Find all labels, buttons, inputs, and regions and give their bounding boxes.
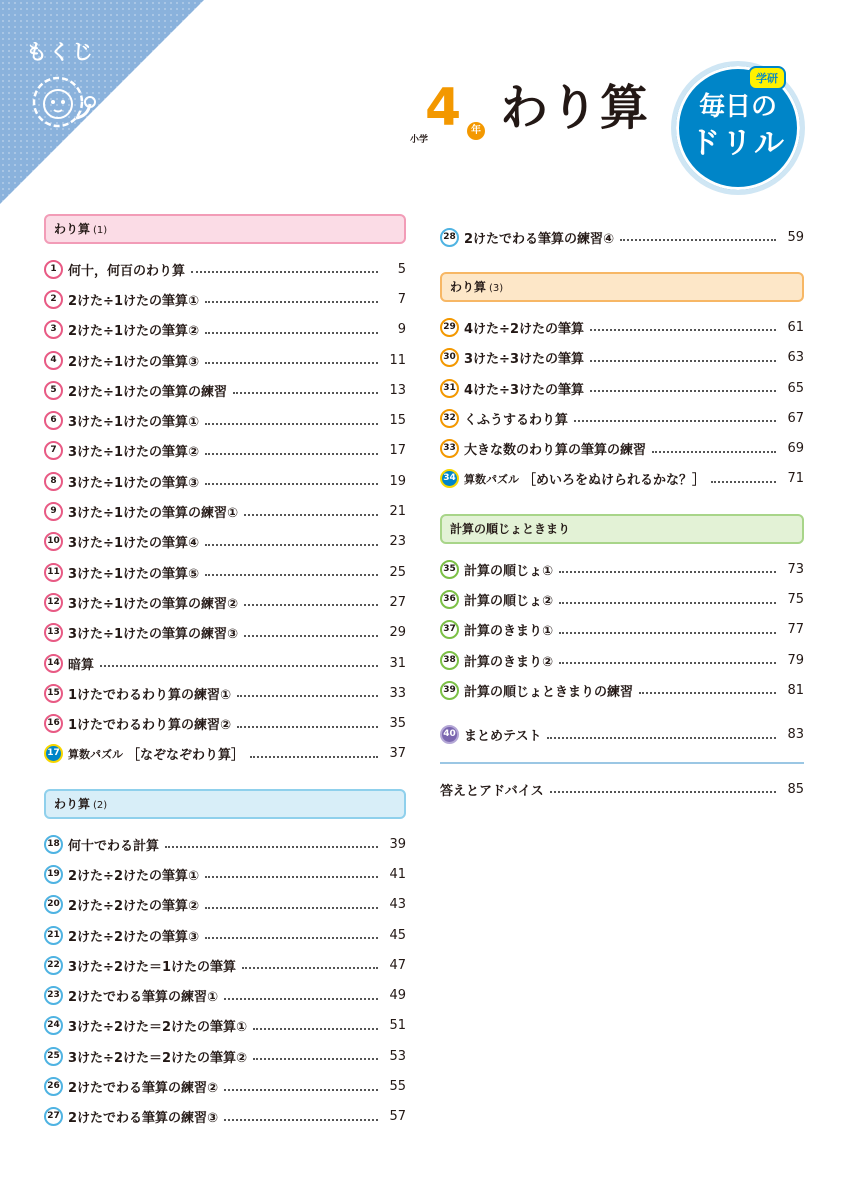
entry-label: 3けた÷1けたの筆算の練習①: [68, 506, 238, 522]
entry-number: 21: [44, 926, 63, 945]
toc-entry[interactable]: [44, 1041, 406, 1071]
entry-number: 2: [44, 290, 63, 309]
entry-label: 何十でわる計算: [68, 838, 160, 854]
entry-label: 3けた÷2けた＝2けたの筆算①: [68, 1020, 248, 1036]
grade-suffix: 年: [467, 122, 485, 140]
leader-dots: [652, 451, 776, 453]
leader-dots: [559, 632, 776, 634]
entry-page: 69: [787, 441, 804, 457]
leader-dots: [253, 1058, 378, 1060]
entry-label: 2けた÷1けたの筆算③: [68, 354, 199, 370]
entry-label: 3けた÷1けたの筆算④: [68, 536, 199, 552]
toc-entry[interactable]: [44, 375, 406, 405]
entry-label: ［なぞなぞわり算］: [127, 748, 245, 764]
entry-label: 2けたでわる筆算の練習④: [464, 231, 615, 247]
section-title: わり算: [54, 222, 91, 236]
entry-label: 3けた÷2けた＝1けたの筆算: [68, 959, 237, 975]
entry-page: 47: [389, 957, 406, 973]
toc-entry[interactable]: [44, 1011, 406, 1041]
toc-entry[interactable]: [44, 648, 406, 678]
section-sub: (3): [489, 283, 504, 295]
entry-number: 27: [44, 1107, 63, 1126]
toc-entry[interactable]: [440, 554, 804, 584]
entry-number: 28: [440, 228, 459, 247]
toc-entry[interactable]: [440, 433, 804, 463]
leader-dots: [224, 1119, 378, 1121]
entry-number: 14: [44, 654, 63, 673]
toc-entry[interactable]: [440, 584, 804, 614]
entry-label: 1けたでわるわり算の練習①: [68, 687, 232, 703]
grade-number: 4: [425, 78, 462, 138]
entry-page: 25: [389, 564, 406, 580]
entry-label: 3けた÷3けたの筆算: [464, 352, 584, 368]
leader-dots: [205, 423, 378, 425]
entry-number: 29: [440, 318, 459, 337]
toc-left-column: [44, 214, 406, 1132]
entry-label-prefix: 算数パズル: [464, 472, 519, 486]
leader-dots: [237, 695, 378, 697]
entry-page: 67: [787, 410, 804, 426]
toc-entry[interactable]: [44, 284, 406, 314]
leader-dots: [205, 544, 378, 546]
entry-page: 41: [389, 866, 406, 882]
entry-number: 15: [44, 684, 63, 703]
entry-number: 17: [44, 744, 63, 763]
divider: [440, 762, 804, 764]
entry-page: 61: [787, 319, 804, 335]
entry-page: 9: [397, 322, 406, 338]
entry-label: 答えとアドバイス: [440, 783, 544, 799]
leader-dots: [559, 662, 776, 664]
toc-entry[interactable]: [44, 436, 406, 466]
toc-entry[interactable]: [44, 618, 406, 648]
entry-number: 36: [440, 590, 459, 609]
entry-number: 30: [440, 348, 459, 367]
entry-label: 3けた÷2けた＝2けたの筆算②: [68, 1050, 248, 1066]
entry-number: 9: [44, 502, 63, 521]
toc-right-column: [440, 222, 804, 804]
entry-label: 3けた÷1けたの筆算の練習②: [68, 596, 238, 612]
entry-label: 計算の順じょ②: [464, 594, 554, 610]
leader-dots: [590, 329, 776, 331]
leader-dots: [205, 453, 378, 455]
toc-entry[interactable]: [44, 981, 406, 1011]
toc-entry[interactable]: [44, 708, 406, 738]
section-title: わり算: [54, 797, 91, 812]
section-title: 計算の順じょときまり: [450, 522, 571, 537]
entry-number: 10: [44, 532, 63, 551]
leader-dots: [242, 967, 378, 969]
entry-page: 77: [787, 622, 804, 638]
entry-number: 6: [44, 411, 63, 430]
toc-entry[interactable]: [440, 615, 804, 645]
toc-entry[interactable]: [44, 527, 406, 557]
leader-dots: [165, 846, 378, 848]
toc-entry[interactable]: [440, 222, 804, 252]
leader-dots: [224, 1089, 378, 1091]
toc-entry-answers[interactable]: [440, 774, 804, 804]
leader-dots: [250, 756, 378, 758]
entry-page: 83: [787, 727, 804, 743]
entry-label: 3けた÷1けたの筆算⑤: [68, 566, 199, 582]
leader-dots: [205, 483, 378, 485]
entry-label: くふうするわり算: [464, 412, 569, 428]
leader-dots: [711, 481, 776, 483]
toc-entry[interactable]: [44, 405, 406, 435]
leader-dots: [233, 392, 378, 394]
entry-label: 3けた÷1けたの筆算の練習③: [68, 627, 238, 643]
entry-number: 39: [440, 681, 459, 700]
toc-entry[interactable]: [44, 859, 406, 889]
entry-number: 11: [44, 563, 63, 582]
entry-page: 29: [389, 625, 406, 641]
entry-label: 1けたでわるわり算の練習②: [68, 718, 232, 734]
entry-label: 2けた÷2けたの筆算③: [68, 929, 199, 945]
entry-number: 18: [44, 835, 63, 854]
grade-prefix: 小学: [410, 135, 429, 145]
entry-page: 37: [389, 746, 406, 762]
entry-label: 2けた÷1けたの筆算の練習: [68, 384, 227, 400]
entry-label: 暗算: [68, 657, 95, 673]
entry-page: 55: [389, 1079, 406, 1095]
entry-number: 7: [44, 441, 63, 460]
entry-page: 43: [389, 897, 406, 913]
entry-label: 4けた÷2けたの筆算: [464, 321, 584, 337]
toc-entry[interactable]: [44, 678, 406, 708]
entry-page: 73: [787, 561, 804, 577]
leader-dots: [191, 271, 378, 273]
leader-dots: [205, 907, 378, 909]
entry-label: 2けたでわる筆算の練習③: [68, 1111, 219, 1127]
entry-page: 65: [787, 380, 804, 396]
entry-label: 何十，何百のわり算: [68, 263, 186, 279]
toc-label: もくじ: [26, 40, 95, 64]
toc-entry[interactable]: [440, 403, 804, 433]
leader-dots: [620, 239, 776, 241]
toc-entry[interactable]: [44, 345, 406, 375]
page-title: わり算: [500, 80, 651, 136]
section-header-division-2: [44, 789, 406, 819]
entry-page: 19: [389, 473, 406, 489]
section-sub: (1): [93, 225, 108, 236]
entry-page: 59: [787, 229, 804, 245]
entry-label: 2けた÷2けたの筆算②: [68, 899, 199, 915]
entry-label: まとめテスト: [464, 729, 542, 745]
leader-dots: [100, 665, 378, 667]
entry-label: 2けた÷1けたの筆算②: [68, 324, 199, 340]
entry-page: 49: [389, 988, 406, 1004]
lion-mascot-icon: [28, 70, 98, 150]
leader-dots: [550, 791, 776, 793]
entry-page: 71: [787, 471, 804, 487]
toc-entry[interactable]: [44, 829, 406, 859]
entry-label: 2けたでわる筆算の練習①: [68, 990, 219, 1006]
entry-number: 23: [44, 986, 63, 1005]
toc-entry[interactable]: [44, 890, 406, 920]
series-logo: [676, 66, 800, 190]
leader-dots: [205, 937, 378, 939]
leader-dots: [244, 635, 378, 637]
entry-number: 24: [44, 1016, 63, 1035]
toc-entry[interactable]: [44, 466, 406, 496]
leader-dots: [237, 726, 378, 728]
entry-page: 13: [389, 382, 406, 398]
entry-number: 4: [44, 351, 63, 370]
entry-label: 3けた÷1けたの筆算③: [68, 475, 199, 491]
entry-page: 45: [389, 927, 406, 943]
entry-number: 22: [44, 956, 63, 975]
entry-label-prefix: 算数パズル: [68, 747, 123, 761]
toc-entry[interactable]: [440, 373, 804, 403]
leader-dots: [205, 332, 378, 334]
leader-dots: [244, 514, 378, 516]
leader-dots: [559, 602, 776, 604]
entry-label: 4けた÷3けたの筆算: [464, 382, 584, 398]
toc-entry[interactable]: [440, 675, 804, 705]
entry-number: 16: [44, 714, 63, 733]
leader-dots: [205, 301, 378, 303]
toc-entry-puzzle[interactable]: [440, 464, 804, 494]
toc-entry[interactable]: [44, 254, 406, 284]
entry-page: 57: [389, 1109, 406, 1125]
entry-page: 31: [389, 655, 406, 671]
entry-label: 3けた÷1けたの筆算②: [68, 445, 199, 461]
entry-page: 75: [787, 592, 804, 608]
section-header-order-and-rules: [440, 514, 804, 544]
entry-label: 3けた÷1けたの筆算①: [68, 415, 199, 431]
entry-page: 35: [389, 716, 406, 732]
section-title: わり算: [450, 280, 487, 295]
entry-label: ［めいろをぬけられるかな？］: [523, 473, 706, 489]
leader-dots: [224, 998, 378, 1000]
entry-number: 37: [440, 620, 459, 639]
entry-label: 計算の順じょときまりの練習: [464, 684, 634, 700]
section-header-division-1: [44, 214, 406, 244]
entry-page: 79: [787, 652, 804, 668]
leader-dots: [253, 1028, 378, 1030]
toc-entry[interactable]: [44, 920, 406, 950]
entry-page: 51: [389, 1018, 406, 1034]
entry-number: 25: [44, 1047, 63, 1066]
logo-line-2: ドリル: [690, 126, 786, 161]
toc-entry-puzzle[interactable]: [44, 739, 406, 769]
entry-number: 31: [440, 379, 459, 398]
entry-label: 大きな数のわり算の筆算の練習: [464, 443, 647, 459]
entry-label: 計算のきまり①: [464, 624, 554, 640]
toc-entry[interactable]: [44, 1102, 406, 1132]
entry-number: 8: [44, 472, 63, 491]
entry-page: 23: [389, 534, 406, 550]
entry-number: 12: [44, 593, 63, 612]
entry-number: 35: [440, 560, 459, 579]
leader-dots: [205, 574, 378, 576]
leader-dots: [574, 420, 776, 422]
toc-entry[interactable]: [44, 315, 406, 345]
entry-page: 11: [389, 352, 406, 368]
entry-page: 7: [397, 291, 406, 307]
entry-number: 5: [44, 381, 63, 400]
leader-dots: [559, 571, 776, 573]
toc-entry[interactable]: [440, 312, 804, 342]
section-sub: (2): [93, 800, 108, 812]
entry-number: 32: [440, 409, 459, 428]
toc-entry[interactable]: [44, 1071, 406, 1101]
entry-page: 5: [397, 261, 406, 277]
entry-page: 81: [787, 682, 804, 698]
entry-number: 19: [44, 865, 63, 884]
entry-page: 85: [787, 781, 804, 797]
entry-label: 計算の順じょ①: [464, 563, 554, 579]
leader-dots: [205, 362, 378, 364]
leader-dots: [244, 604, 378, 606]
entry-page: 39: [389, 836, 406, 852]
entry-page: 21: [389, 504, 406, 520]
entry-number: 3: [44, 320, 63, 339]
entry-number: 33: [440, 439, 459, 458]
entry-page: 17: [389, 443, 406, 459]
entry-number: 34: [440, 469, 459, 488]
leader-dots: [205, 876, 378, 878]
toc-entry[interactable]: [44, 557, 406, 587]
entry-number: 38: [440, 651, 459, 670]
leader-dots: [590, 360, 776, 362]
toc-entry[interactable]: [44, 496, 406, 526]
entry-label: 2けた÷2けたの筆算①: [68, 868, 199, 884]
publisher-tag: 学研: [748, 66, 786, 90]
toc-entry[interactable]: [440, 343, 804, 373]
toc-entry[interactable]: [440, 645, 804, 675]
entry-number: 1: [44, 260, 63, 279]
entry-number: 13: [44, 623, 63, 642]
entry-number: 26: [44, 1077, 63, 1096]
entry-page: 33: [389, 685, 406, 701]
leader-dots: [547, 737, 776, 739]
toc-entry[interactable]: [44, 587, 406, 617]
entry-label: 計算のきまり②: [464, 654, 554, 670]
section-header-division-3: [440, 272, 804, 302]
entry-label: 2けた÷1けたの筆算①: [68, 293, 199, 309]
toc-entry-summary-test[interactable]: [440, 720, 804, 750]
entry-page: 53: [389, 1048, 406, 1064]
leader-dots: [590, 390, 776, 392]
logo-line-1: 毎日の: [698, 92, 777, 122]
entry-page: 27: [389, 594, 406, 610]
entry-page: 63: [787, 350, 804, 366]
toc-entry[interactable]: [44, 950, 406, 980]
entry-page: 15: [389, 413, 406, 429]
entry-label: 2けたでわる筆算の練習②: [68, 1081, 219, 1097]
entry-number: 20: [44, 895, 63, 914]
leader-dots: [639, 692, 776, 694]
entry-number: 40: [440, 725, 459, 744]
